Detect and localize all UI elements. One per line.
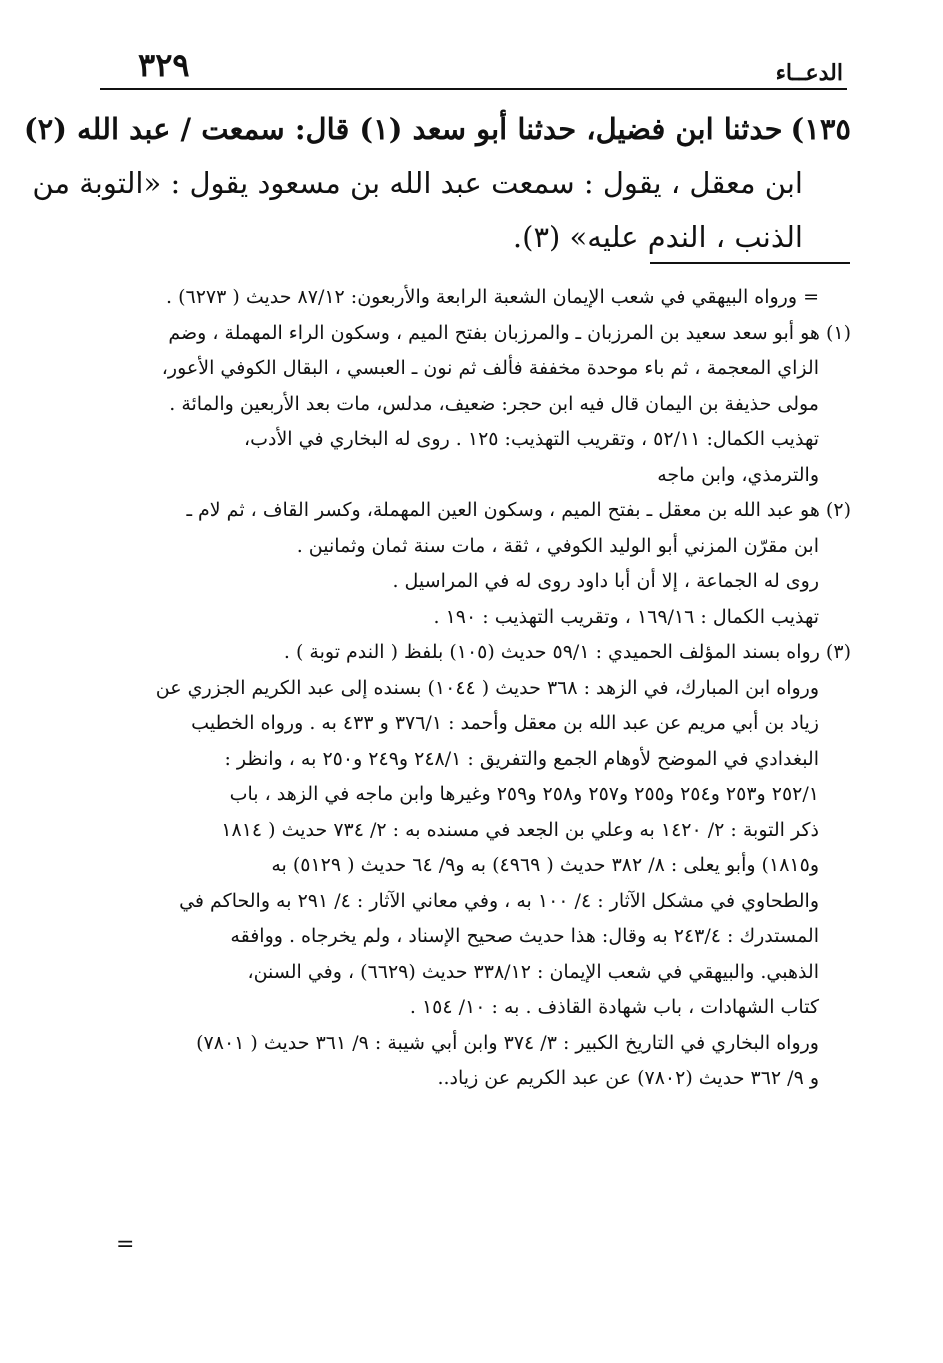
page-header <box>100 46 843 86</box>
footnote-line: والطحاوي في مشكل الآثار : ٤/ ١٠٠ به ، وفي معاني الآثار : ٤/ ٢٩١ به والحاكم في <box>179 889 819 912</box>
footnote-line: تهذيب الكمال: ٥٢/١١ ، وتقريب التهذيب: ١٢٥ . روى له البخاري في الأدب، <box>243 428 819 450</box>
footnote-line: تهذيب الكمال : ١٦٩/١٦ ، وتقريب التهذيب : ١٩٠ . <box>433 605 819 628</box>
footnote-line: والترمذي، وابن ماجه <box>657 463 819 486</box>
footnote-line: روى له الجماعة ، إلا أن أبا داود روى له في المراسيل . <box>392 570 819 592</box>
footnote-line: البغدادي في الموضح لأوهام الجمع والتفريق : ٢٤٨/١ و٢٤٩ و٢٥٠ به ، وانظر : <box>224 747 819 770</box>
footnote-separator <box>650 262 850 264</box>
footnote-line: ذكر التوبة : ٢/ ١٤٢٠ به وعلي بن الجعد في مسنده به : ٢/ ٧٣٤ حديث ( ١٨١٤ <box>221 818 819 841</box>
hadith-line <box>23 102 851 156</box>
footnote-line: مولى حذيفة بن اليمان قال فيه ابن حجر: ضعيف، مدلس، مات بعد الأربعين والمائة . <box>169 392 819 415</box>
footnote-line: كتاب الشهادات ، باب شهادة القاذف . به : ١٠/ ١٥٤ . <box>409 996 819 1018</box>
footnote-line: = ورواه البيهقي في شعب الإيمان الشعبة الرابعة والأربعون: ٨٧/١٢ حديث ( ٦٢٧٣) . <box>166 286 819 308</box>
footnote-line: ٢٥٢/١ و٢٥٣ و٢٥٤ و٢٥٥ و٢٥٧ و٢٥٨ و٢٥٩ وغيرها وابن ماجه في الزهد ، باب <box>229 783 819 805</box>
continuation-mark: = <box>116 1232 135 1257</box>
hadith-line: ابن معقل ، يقول : سمعت عبد الله بن مسعود يقول : «التوبة من <box>32 166 803 200</box>
hadith-line: الذنب ، الندم عليه» (٣). <box>512 220 803 254</box>
footnote-line: الزاي المعجمة ، ثم باء موحدة مخففة فألف ثم نون ـ العبسي ، البقال الكوفي الأعور، <box>161 357 819 379</box>
running-head: الدعــاء <box>775 60 843 86</box>
footnote-line: زياد بن أبي مريم عن عبد الله بن معقل وأحمد : ٣٧٦/١ و ٤٣٣ به . ورواه الخطيب <box>191 712 819 734</box>
footnote-line: المستدرك : ٢٤٣/٤ به وقال: هذا حديث صحيح الإسناد ، ولم يخرجاه . ووافقه <box>230 925 819 947</box>
footnote-line: (٢) هو عبد الله بن معقل ـ بفتح الميم ، وسكون العين المهملة، وكسر القاف ، ثم لام ـ <box>186 499 851 521</box>
footnote-line: و ٩/ ٣٦٢ حديث (٧٨٠٢) عن عبد الكريم عن زياد.. <box>437 1067 819 1089</box>
footnote-line: و١٨١٥) وأبو يعلى : ٨/ ٣٨٢ حديث ( ٤٩٦٩) به و٩/ ٦٤ حديث ( ٥١٢٩) به <box>271 854 819 876</box>
hadith-number: ١٣٥) <box>790 112 851 146</box>
hadith-line-text: حدثنا ابن فضيل، حدثنا أبو سعد (١) قال: سمعت / عبد الله (٢) <box>23 112 783 146</box>
footnote-line: ورواه ابن المبارك، في الزهد : ٣٦٨ حديث ( ١٠٤٤) بسنده إلى عبد الكريم الجزري عن <box>155 676 819 699</box>
footnote-line: ابن مقرّن المزني أبو الوليد الكوفي ، ثقة ، مات سنة ثمان وثمانين . <box>296 534 819 557</box>
page-number: ٣٢٩ <box>138 46 190 84</box>
footnote-line: الذهبي. والبيهقي في شعب الإيمان : ٣٣٨/١٢ حديث (٦٦٢٩) ، وفي السنن، <box>247 960 819 983</box>
footnotes <box>100 280 851 1097</box>
header-rule <box>100 88 847 90</box>
footnote-line: (٣) رواه بسند المؤلف الحميدي : ٥٩/١ حديث (١٠٥) بلفظ ( الندم توبة ) . <box>283 641 851 663</box>
hadith-text <box>23 102 851 264</box>
footnote-line: (١) هو أبو سعد سعيد بن المرزبان ـ والمرزبان بفتح الميم ، وسكون الراء المهملة ، وضم <box>168 321 851 344</box>
footnote-line: ورواه البخاري في التاريخ الكبير : ٣/ ٣٧٤ وابن أبي شيبة : ٩/ ٣٦١ حديث ( ٧٨٠١) <box>196 1031 819 1054</box>
